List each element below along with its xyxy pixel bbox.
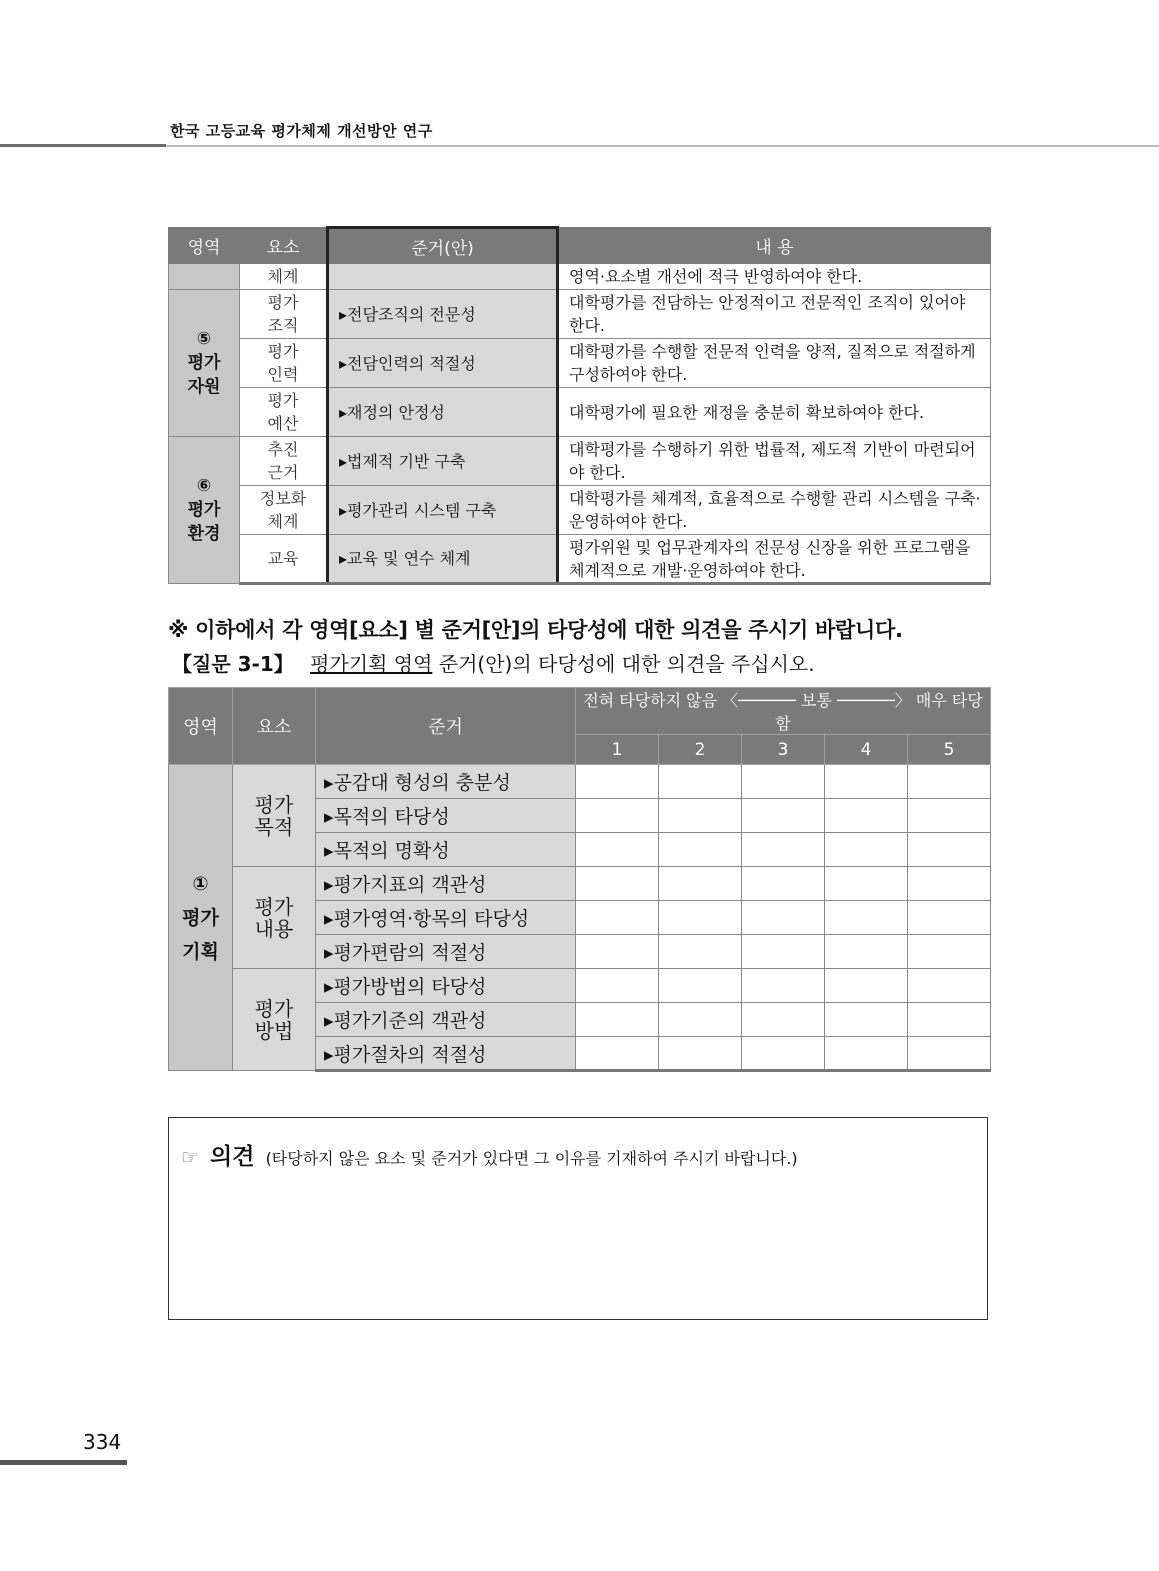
criterion-cell: ▸전담조직의 전문성 bbox=[328, 290, 558, 339]
rating-cell-4[interactable] bbox=[825, 765, 908, 799]
element-line: 목적 bbox=[254, 814, 294, 839]
rating-cell-3[interactable] bbox=[742, 867, 825, 901]
element-line: 조직 bbox=[267, 316, 299, 335]
rating-cell-5[interactable] bbox=[908, 833, 991, 867]
element-cell bbox=[240, 437, 328, 486]
area-number: ⑤ bbox=[196, 329, 212, 349]
col-header-area: 영역 bbox=[169, 228, 240, 264]
rating-cell-2[interactable] bbox=[659, 1003, 742, 1037]
criterion-cell: ▸목적의 명확성 bbox=[316, 833, 576, 867]
col-header-area: 영역 bbox=[169, 688, 233, 765]
element-cell bbox=[240, 388, 328, 437]
rating-cell-5[interactable] bbox=[908, 765, 991, 799]
table-row bbox=[169, 437, 991, 486]
area-cell bbox=[169, 437, 240, 584]
table-row bbox=[169, 969, 991, 1003]
criterion-cell: ▸평가방법의 타당성 bbox=[316, 969, 576, 1003]
scale-1: 1 bbox=[576, 735, 659, 765]
criterion-cell: ▸평가절차의 적절성 bbox=[316, 1037, 576, 1071]
rating-cell-3[interactable] bbox=[742, 765, 825, 799]
rating-cell-2[interactable] bbox=[659, 867, 742, 901]
element-line: 평가 bbox=[267, 391, 299, 410]
element-cell bbox=[240, 535, 328, 584]
col-header-criterion: 준거 bbox=[316, 688, 576, 765]
rating-cell-1[interactable] bbox=[576, 833, 659, 867]
area-number: ① bbox=[192, 872, 209, 895]
rating-table-header bbox=[169, 688, 991, 735]
rating-cell-3[interactable] bbox=[742, 799, 825, 833]
col-header-element: 요소 bbox=[233, 688, 316, 765]
rating-cell-1[interactable] bbox=[576, 901, 659, 935]
rating-cell-5[interactable] bbox=[908, 867, 991, 901]
rating-cell-2[interactable] bbox=[659, 935, 742, 969]
rating-cell-3[interactable] bbox=[742, 901, 825, 935]
area-label-line: 평가 bbox=[182, 906, 219, 929]
header-rule bbox=[0, 144, 166, 147]
rating-cell-4[interactable] bbox=[825, 799, 908, 833]
rating-cell-4[interactable] bbox=[825, 901, 908, 935]
content-cell: 대학평가에 필요한 재정을 충분히 확보하여야 한다. bbox=[558, 388, 991, 437]
rating-cell-1[interactable] bbox=[576, 1037, 659, 1071]
element-line: 평가 bbox=[254, 792, 294, 817]
rating-cell-1[interactable] bbox=[576, 799, 659, 833]
criterion-cell: ▸법제적 기반 구축 bbox=[328, 437, 558, 486]
table-row bbox=[169, 339, 991, 388]
rating-cell-3[interactable] bbox=[742, 1003, 825, 1037]
element-line: 교육 bbox=[267, 549, 299, 568]
rating-cell-2[interactable] bbox=[659, 969, 742, 1003]
rating-cell-2[interactable] bbox=[659, 765, 742, 799]
element-line: 평가 bbox=[267, 293, 299, 312]
opinion-box[interactable] bbox=[168, 1117, 988, 1320]
element-line: 평가 bbox=[254, 996, 294, 1021]
element-line: 방법 bbox=[254, 1018, 294, 1043]
element-line: 평가 bbox=[267, 342, 299, 361]
table-row bbox=[169, 264, 991, 290]
area-label-line: 평가 bbox=[187, 500, 221, 520]
area-label-line: 기획 bbox=[182, 940, 219, 963]
criteria-table bbox=[168, 226, 991, 585]
criterion-cell: ▸전담인력의 적절성 bbox=[328, 339, 558, 388]
area-label-line: 평가 bbox=[187, 353, 221, 373]
rating-cell-4[interactable] bbox=[825, 833, 908, 867]
table-row bbox=[169, 290, 991, 339]
element-cell: 체계 bbox=[240, 264, 328, 290]
question-text: 준거(안)의 타당성에 대한 의견을 주십시오. bbox=[438, 652, 815, 676]
col-header-element: 요소 bbox=[240, 228, 328, 264]
question-area: 평가기획 영역 bbox=[310, 652, 433, 676]
criterion-cell: ▸재정의 안정성 bbox=[328, 388, 558, 437]
criterion-cell: ▸평가지표의 객관성 bbox=[316, 867, 576, 901]
area-cell bbox=[169, 264, 240, 290]
criteria-table-header bbox=[169, 228, 991, 264]
criterion-cell: ▸평가영역·항목의 타당성 bbox=[316, 901, 576, 935]
criterion-cell: ▸교육 및 연수 체계 bbox=[328, 535, 558, 584]
area-cell bbox=[169, 290, 240, 437]
rating-cell-1[interactable] bbox=[576, 969, 659, 1003]
rating-cell-5[interactable] bbox=[908, 799, 991, 833]
opinion-title: 의견 bbox=[210, 1144, 255, 1170]
element-line: 예산 bbox=[267, 414, 299, 433]
table-row bbox=[169, 867, 991, 901]
rating-table bbox=[168, 687, 991, 1072]
rating-cell-2[interactable] bbox=[659, 799, 742, 833]
criterion-cell: ▸평가편람의 적절성 bbox=[316, 935, 576, 969]
content-cell: 평가위원 및 업무관계자의 전문성 신장을 위한 프로그램을 체계적으로 개발·운영하여야 한다. bbox=[558, 535, 991, 584]
area-number: ⑥ bbox=[196, 476, 212, 496]
col-header-criterion: 준거(안) bbox=[328, 228, 558, 264]
table-row bbox=[169, 765, 991, 799]
element-line: 체계 bbox=[267, 512, 299, 531]
criterion-cell: ▸평가기준의 객관성 bbox=[316, 1003, 576, 1037]
rating-cell-3[interactable] bbox=[742, 969, 825, 1003]
criterion-cell: ▸목적의 타당성 bbox=[316, 799, 576, 833]
rating-cell-5[interactable] bbox=[908, 969, 991, 1003]
element-line: 추진 bbox=[267, 440, 299, 459]
rating-cell-2[interactable] bbox=[659, 833, 742, 867]
opinion-note: (타당하지 않은 요소 및 준거가 있다면 그 이유를 기재하여 주시기 바랍니다.) bbox=[265, 1149, 798, 1168]
element-line: 근거 bbox=[267, 463, 299, 482]
area-cell bbox=[169, 765, 233, 1071]
notice-text: ※ 이하에서 각 영역[요소] 별 준거[안]의 타당성에 대한 의견을 주시기 바랍니다. bbox=[168, 618, 903, 642]
element-cell bbox=[240, 339, 328, 388]
content-cell: 대학평가를 수행하기 위한 법률적, 제도적 기반이 마련되어야 한다. bbox=[558, 437, 991, 486]
question-label: 【질문 3-1】 bbox=[172, 652, 294, 676]
content-cell: 대학평가를 수행할 전문적 인력을 양적, 질적으로 적절하게 구성하여야 한다. bbox=[558, 339, 991, 388]
rating-cell-3[interactable] bbox=[742, 935, 825, 969]
table-row bbox=[169, 388, 991, 437]
footer-rule bbox=[0, 1460, 127, 1465]
element-cell bbox=[240, 290, 328, 339]
rating-cell-5[interactable] bbox=[908, 1003, 991, 1037]
rating-cell-3[interactable] bbox=[742, 833, 825, 867]
page-number: 334 bbox=[83, 1430, 122, 1454]
pointing-hand-icon: ☞ bbox=[181, 1145, 199, 1169]
scale-4: 4 bbox=[825, 735, 908, 765]
area-label-line: 자원 bbox=[187, 377, 221, 397]
running-header: 한국 고등교육 평가체제 개선방안 연구 bbox=[170, 122, 433, 140]
rating-cell-4[interactable] bbox=[825, 867, 908, 901]
rating-cell-5[interactable] bbox=[908, 935, 991, 969]
rating-cell-3[interactable] bbox=[742, 1037, 825, 1071]
rating-cell-1[interactable] bbox=[576, 867, 659, 901]
rating-cell-1[interactable] bbox=[576, 765, 659, 799]
element-line: 내용 bbox=[254, 916, 294, 941]
element-line: 정보화 bbox=[259, 489, 307, 508]
rating-cell-5[interactable] bbox=[908, 1037, 991, 1071]
scale-5: 5 bbox=[908, 735, 991, 765]
rating-cell-4[interactable] bbox=[825, 935, 908, 969]
criterion-cell: ▸공감대 형성의 충분성 bbox=[316, 765, 576, 799]
element-cell bbox=[233, 765, 316, 867]
element-cell bbox=[233, 867, 316, 969]
scale-2: 2 bbox=[659, 735, 742, 765]
area-label-line: 환경 bbox=[187, 524, 221, 544]
rating-cell-4[interactable] bbox=[825, 969, 908, 1003]
scale-label: 전혀 타당하지 않음 〈────── 보통 ──────〉 매우 타당함 bbox=[576, 688, 991, 735]
header-rule-light bbox=[166, 145, 1159, 147]
rating-cell-4[interactable] bbox=[825, 1003, 908, 1037]
criterion-cell bbox=[328, 264, 558, 290]
scale-3: 3 bbox=[742, 735, 825, 765]
rating-cell-2[interactable] bbox=[659, 901, 742, 935]
table-row bbox=[169, 535, 991, 584]
content-cell: 대학평가를 체계적, 효율적으로 수행할 관리 시스템을 구축·운영하여야 한다. bbox=[558, 486, 991, 535]
rating-cell-2[interactable] bbox=[659, 1037, 742, 1071]
table-row bbox=[169, 486, 991, 535]
element-cell bbox=[233, 969, 316, 1071]
rating-cell-5[interactable] bbox=[908, 901, 991, 935]
content-cell: 영역·요소별 개선에 적극 반영하여야 한다. bbox=[558, 264, 991, 290]
col-header-content: 내 용 bbox=[558, 228, 991, 264]
rating-cell-1[interactable] bbox=[576, 1003, 659, 1037]
rating-cell-1[interactable] bbox=[576, 935, 659, 969]
element-line: 평가 bbox=[254, 894, 294, 919]
question bbox=[172, 648, 815, 677]
rating-cell-4[interactable] bbox=[825, 1037, 908, 1071]
criterion-cell: ▸평가관리 시스템 구축 bbox=[328, 486, 558, 535]
opinion-header bbox=[181, 1138, 798, 1171]
element-cell bbox=[240, 486, 328, 535]
element-line: 인력 bbox=[267, 365, 299, 384]
content-cell: 대학평가를 전담하는 안정적이고 전문적인 조직이 있어야 한다. bbox=[558, 290, 991, 339]
